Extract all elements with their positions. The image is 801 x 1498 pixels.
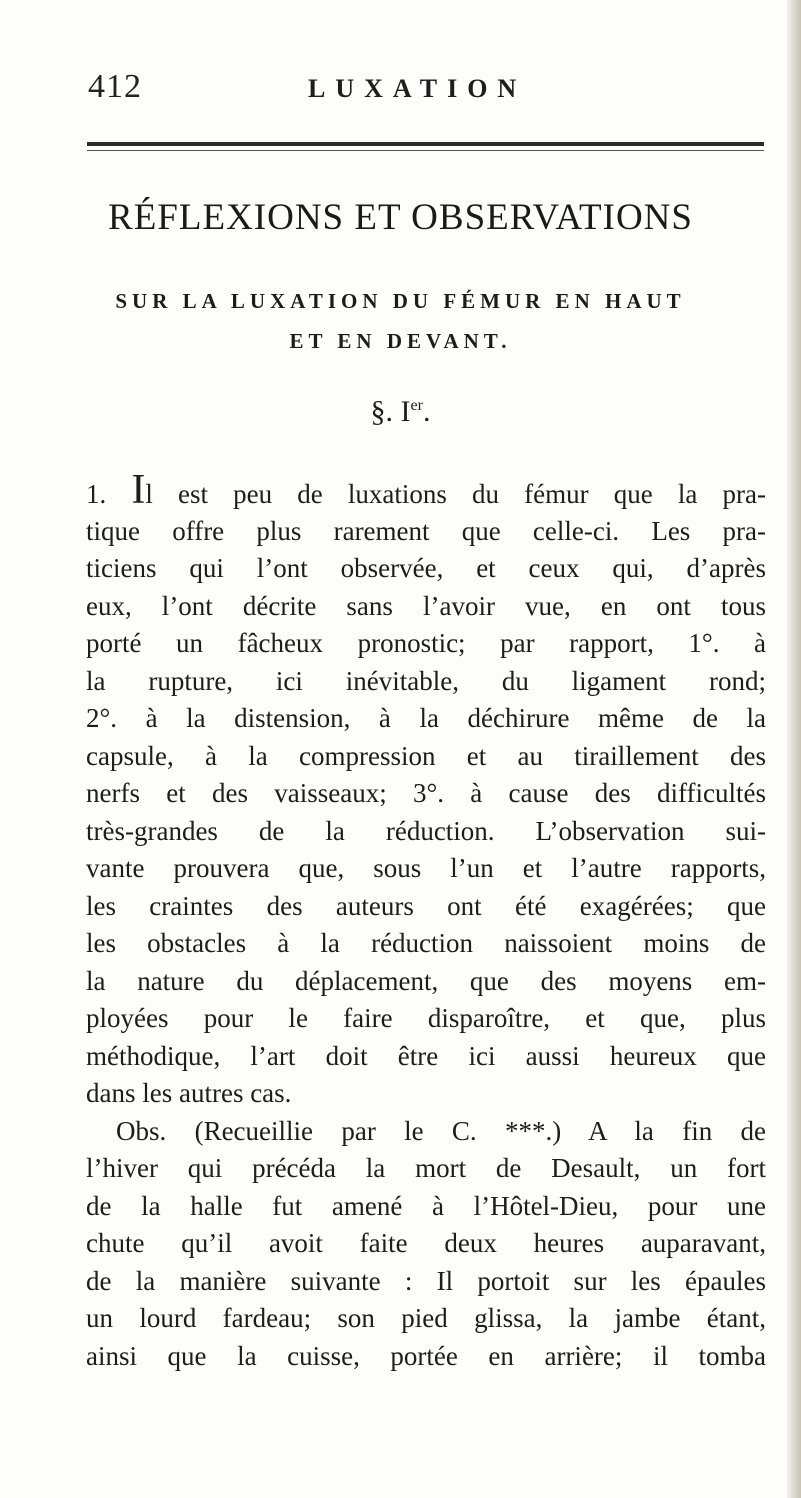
subtitle-line: SUR LA LUXATION DU FÉMUR EN HAUT (115, 289, 686, 313)
paragraph-line: porté un fâcheux pronostic; par rapport, 1°. à (86, 628, 766, 658)
paragraph-line: les craintes des auteurs ont été exagérées; que (86, 890, 766, 921)
paragraph-line: eux, l’ont décrite sans l’avoir vue, en ont tous (86, 590, 766, 621)
paragraph-number: 1. (86, 479, 132, 509)
observation-line: de la halle fut amené à l’Hôtel-Dieu, pour une (86, 1190, 766, 1221)
observation-line: de la manière suivante : Il portoit sur les épaules (86, 1265, 766, 1296)
paragraph-line: les obstacles à la réduction naissoient moins de (86, 928, 766, 958)
observation-line: ainsi que la cuisse, portée en arrière; il tomba (86, 1340, 766, 1371)
subtitle-line: ET EN DEVANT. (289, 329, 512, 353)
paragraph-line (86, 467, 766, 513)
header-rule (87, 142, 764, 146)
paragraph-line: nerfs et des vaisseaux; 3°. à cause des difficultés (86, 778, 766, 808)
body-text (86, 467, 766, 1375)
paragraph-line: ployées pour le faire disparoître, et que, plus (86, 1003, 766, 1033)
paragraph-line: méthodique, l’art doit être ici aussi heureux que (86, 1040, 766, 1071)
observation-line: l’hiver qui précéda la mort de Desault, un fort (86, 1153, 766, 1183)
paragraph-line: la rupture, ici inévitable, du ligament rond; (86, 665, 766, 696)
paragraph-line: la nature du déplacement, que des moyens em- (86, 965, 766, 996)
paragraph-line: vante prouvera que, sous l’un et l’autre rapports, (86, 853, 766, 883)
paragraph-line: capsule, à la compression et au tiraillement des (86, 740, 766, 771)
chapter-title: RÉFLEXIONS ET OBSERVATIONS (108, 197, 693, 238)
paragraph-line: dans les autres cas. (86, 1078, 292, 1108)
observation-line: chute qu’il avoit faite deux heures auparavant, (86, 1228, 766, 1258)
section-heading (0, 395, 801, 429)
page-number: 412 (88, 68, 142, 105)
paragraph-line: 2°. à la distension, à la déchirure même de la (86, 703, 766, 733)
paragraph-line: très-grandes de la réduction. L’observation sui- (86, 815, 766, 846)
paragraph-line: tique offre plus rarement que celle-ci. Les pra- (86, 515, 766, 546)
section-mark: §. I (370, 395, 411, 428)
section-suffix: . (422, 395, 431, 428)
drop-cap: I (131, 467, 146, 513)
header-rule-thin (87, 150, 764, 151)
paragraph-line: ticiens qui l’ont observée, et ceux qui, d’après (86, 553, 766, 583)
paragraph-line-text: l est peu de luxations du fémur que la pra- (145, 479, 766, 509)
observation-line: un lourd fardeau; son pied glissa, la jambe étant, (86, 1303, 766, 1333)
running-head (88, 68, 778, 108)
section-sup: er (410, 397, 423, 414)
observation-line: Obs. (Recueillie par le C. ***.) A la fin de (116, 1115, 766, 1146)
running-title: LUXATION (308, 74, 527, 103)
